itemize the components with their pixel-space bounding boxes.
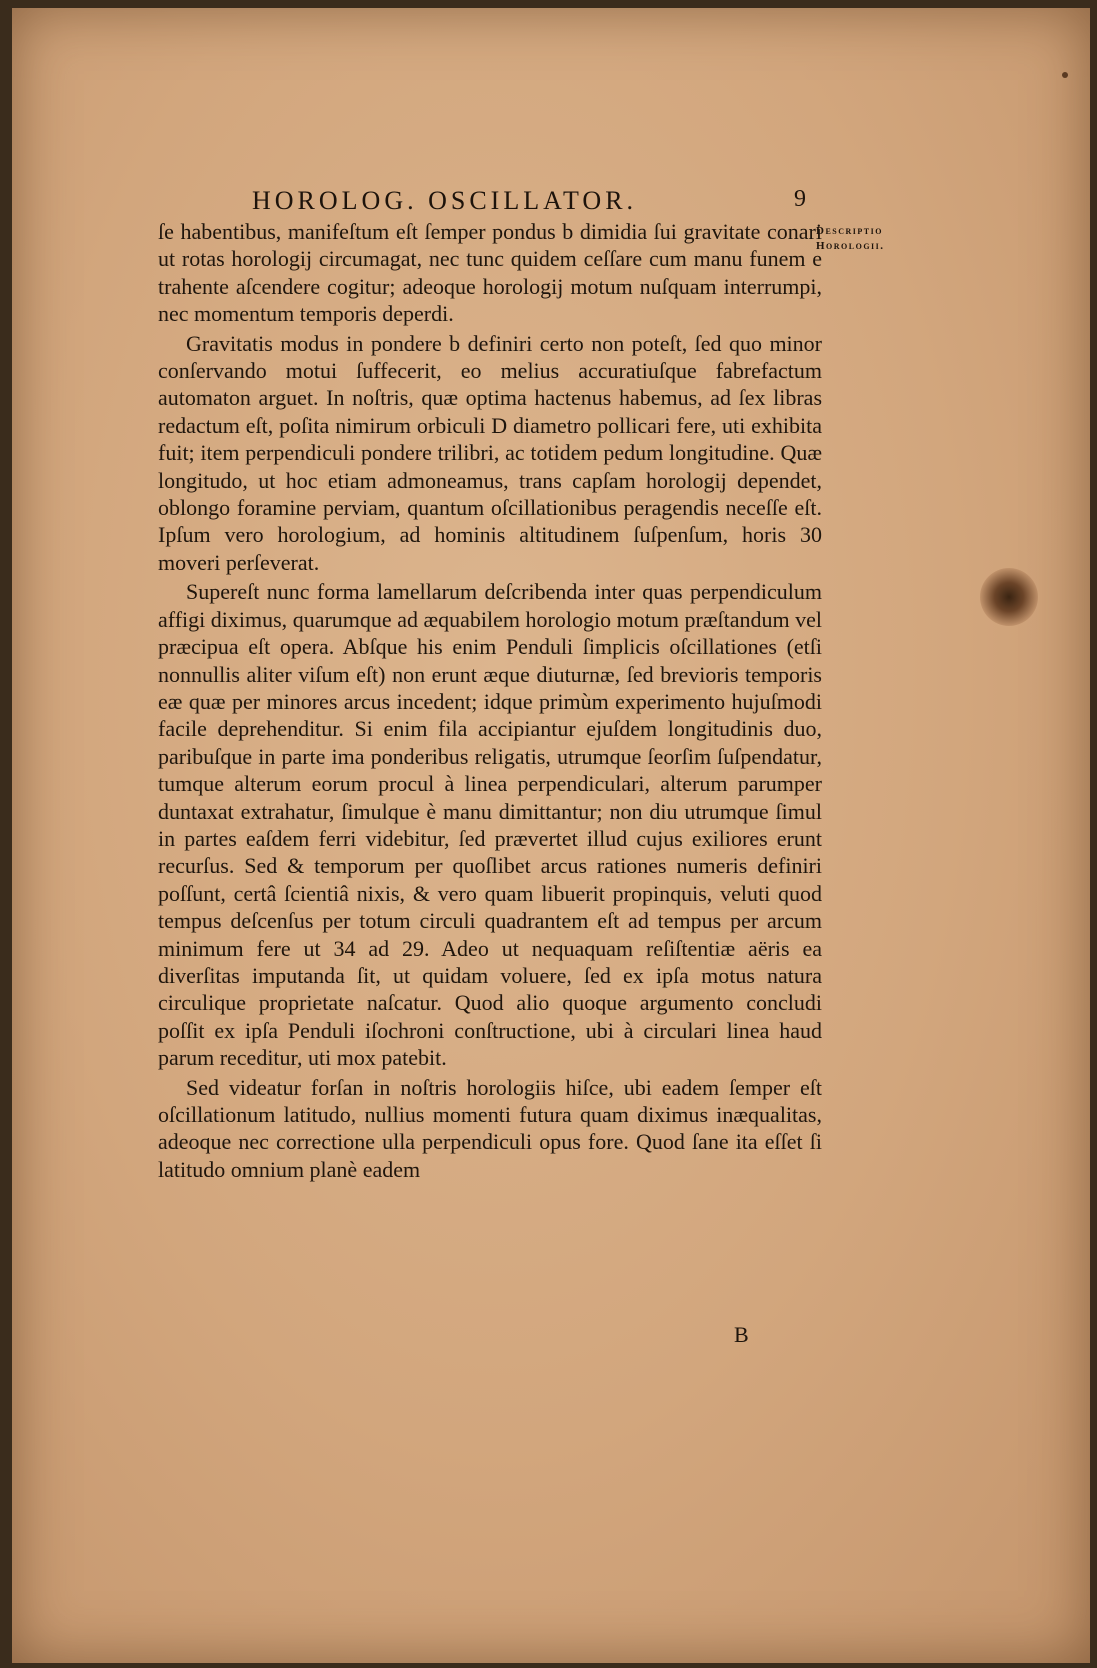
book-page	[12, 8, 1090, 1663]
margin-note-line-1: Descriptio	[816, 225, 883, 237]
page-number: 9	[794, 186, 806, 212]
running-header	[252, 186, 812, 216]
signature-mark: B	[734, 1322, 749, 1347]
paragraph-4: Sed videatur forſan in noſtris horologiis hiſce, ubi eadem ſemper eſt oſcillationum latitudo, nullius momenti futura quam diximus inæqualitas, adeoque nec correctione ulla perpendiculi opus fore. Quod ſane ita eſſet ſi latitudo omnium planè eadem	[158, 1074, 822, 1182]
ink-stain	[980, 568, 1038, 626]
running-title: HOROLOG. OSCILLATOR.	[252, 186, 638, 215]
margin-note-line-2: Horologii.	[816, 240, 885, 252]
paragraph-2: Gravitatis modus in pondere b definiri certo non poteſt, ſed quo minor conſervando motui ſuffecerit, eo melius accuratiuſque fabrefactum automaton arguet. In noſtris, quæ optima hactenus habemus, ad ſex libras redactum eſt, poſita nimirum orbiculi D diametro pollicari fere, uti exhibita fuit; item perpendiculi pondere trilibri, ac totidem pedum longitudine. Quæ longitudo, ut hoc etiam admoneamus, trans capſam horologij dependet, oblongo foramine perviam, quantum oſcillationibus peragendis neceſſe eſt. Ipſum vero horologium, ad hominis altitudinem ſuſpenſum, horis 30 moveri perſeverat.	[158, 330, 822, 575]
body-text	[158, 218, 822, 1183]
paragraph-3: Supereſt nunc forma lamellarum deſcribenda inter quas perpendiculum affigi diximus, quarumque ad æquabilem horologio motum præſtandum vel præcipua eſt opera. Abſque his enim Penduli ſimplicis oſcillationes (etſi nonnullis aliter viſum eſt) non erunt æque diuturnæ, ſed brevioris temporis eæ quæ per minores arcus incedent; idque primùm experimento hujuſmodi facile deprehenditur. Si enim fila accipiantur ejuſdem longitudinis duo, paribuſque in parte ima ponderibus religatis, utrumque ſeorſim ſuſpendatur, tumque alterum eorum procul à linea perpendiculari, alterum parumper duntaxat extrahatur, ſimulque è manu dimittantur; non diu utrumque ſimul in partes eaſdem ferri videbitur, ſed prævertet illud cujus exiliores erunt recurſus. Sed & temporum per quoſlibet arcus rationes numeris definiri poſſunt, certâ ſcientiâ nixis, & vero quam libuerit propinquis, veluti quod tempus deſcenſus per totum circuli quadrantem eſt ad tempus per arcum minimum fere ut 34 ad 29. Adeo ut nequaquam reſiſtentiæ aëris ea diverſitas imputanda ſit, ut quidam voluere, ſed ex ipſa motus natura circulique proprietate naſcatur. Quod alio quoque argumento concludi poſſit ex ipſa Penduli iſochroni conſtructione, ubi à circulari linea haud parum receditur, uti mox patebit.	[158, 579, 822, 1071]
margin-note	[816, 224, 906, 254]
paper-speck	[1062, 72, 1068, 78]
paragraph-1: ſe habentibus, manifeſtum eſt ſemper pondus b dimidia ſui gravitate conari ut rotas horologij circumagat, nec tunc quidem ceſſare cum manu funem e trahente aſcendere cogitur; adeoque horologij motum nuſquam interrumpi, nec momentum temporis deperdi.	[158, 219, 822, 327]
